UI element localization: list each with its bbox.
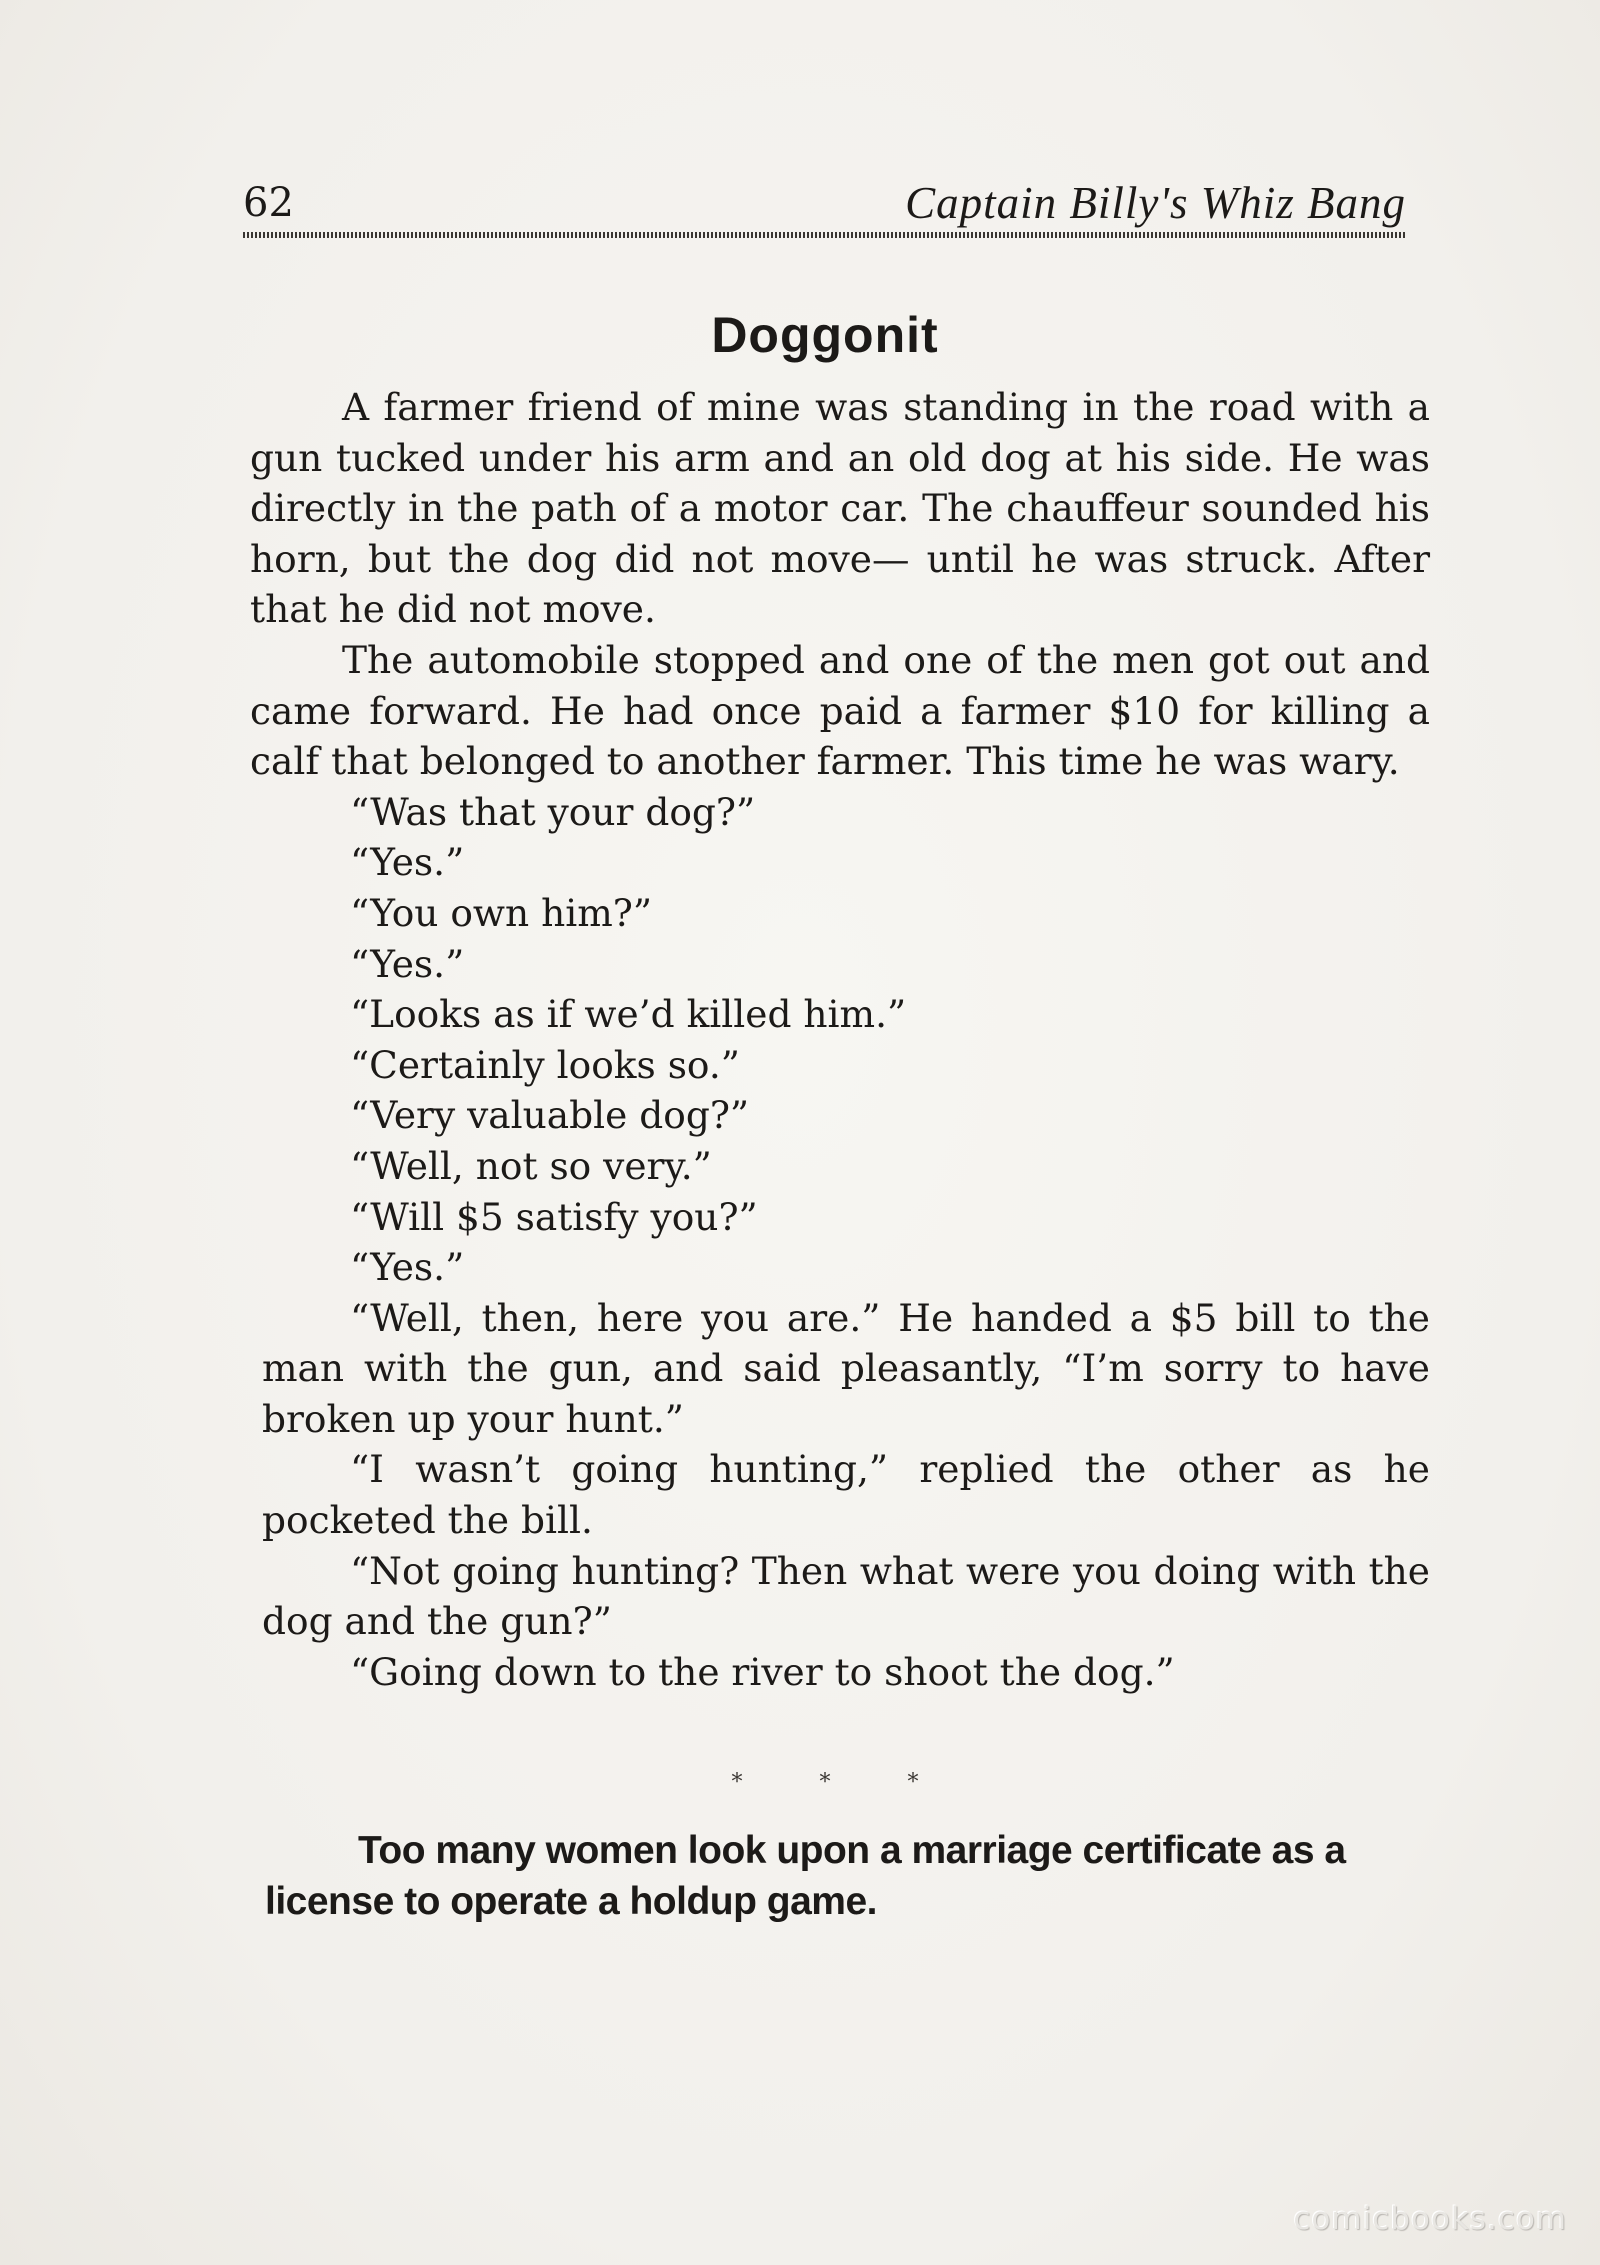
paragraph: A farmer friend of mine was standing in the road with a gun tucked under his arm and an old dog at his side. He was directly in the path of a motor car. The chauffeur sounded his horn, but the dog did not move— until he was struck. After that he did not move. bbox=[250, 385, 1430, 632]
paragraph: “Not going hunting? Then what were you doing with the dog and the gun?” bbox=[262, 1548, 1430, 1644]
dialog-line: “Well, not so very.” bbox=[350, 1143, 712, 1188]
article-body bbox=[250, 382, 1430, 1697]
paragraph: The automobile stopped and one of the men got out and came forward. He had once paid a farmer $10 for killing a calf that belonged to another farmer. This time he was wary. bbox=[250, 637, 1430, 784]
dialog-line: “Looks as if we’d killed him.” bbox=[350, 992, 907, 1037]
paragraph: “Going down to the river to shoot the dog.” bbox=[350, 1649, 1175, 1694]
dialog-line: “Very valuable dog?” bbox=[350, 1093, 750, 1138]
paragraph: “I wasn’t going hunting,” replied the other as he pocketed the bill. bbox=[262, 1447, 1430, 1543]
running-header bbox=[243, 178, 1406, 228]
dialog-line: “Was that your dog?” bbox=[350, 789, 756, 834]
paragraph: “Well, then, here you are.” He handed a $5 bill to the man with the gun, and said pleasantly, “I’m sorry to have broken up your hunt.” bbox=[262, 1295, 1430, 1441]
dialog-line: “Yes.” bbox=[350, 840, 465, 885]
dialog-line: “Certainly looks so.” bbox=[350, 1042, 740, 1087]
closing-block bbox=[262, 1293, 1430, 1698]
running-title: Captain Billy's Whiz Bang bbox=[905, 178, 1406, 228]
article-title: Doggonit bbox=[711, 307, 939, 363]
dialog-line: “Yes.” bbox=[350, 1245, 465, 1290]
dialog-block bbox=[350, 787, 1430, 1293]
dialog-line: “Will $5 satisfy you?” bbox=[350, 1194, 758, 1239]
dialog-line: “You own him?” bbox=[350, 890, 653, 935]
epigram bbox=[265, 1825, 1435, 1927]
dialog-line: “Yes.” bbox=[350, 941, 465, 986]
page-number: 62 bbox=[243, 180, 294, 226]
epigram-text: Too many women look upon a marriage certificate as a license to operate a holdup game. bbox=[265, 1829, 1346, 1923]
watermark: comicbooks.com bbox=[1293, 2201, 1567, 2237]
header-rule bbox=[243, 232, 1406, 238]
section-separator: * * * bbox=[731, 1770, 919, 1795]
